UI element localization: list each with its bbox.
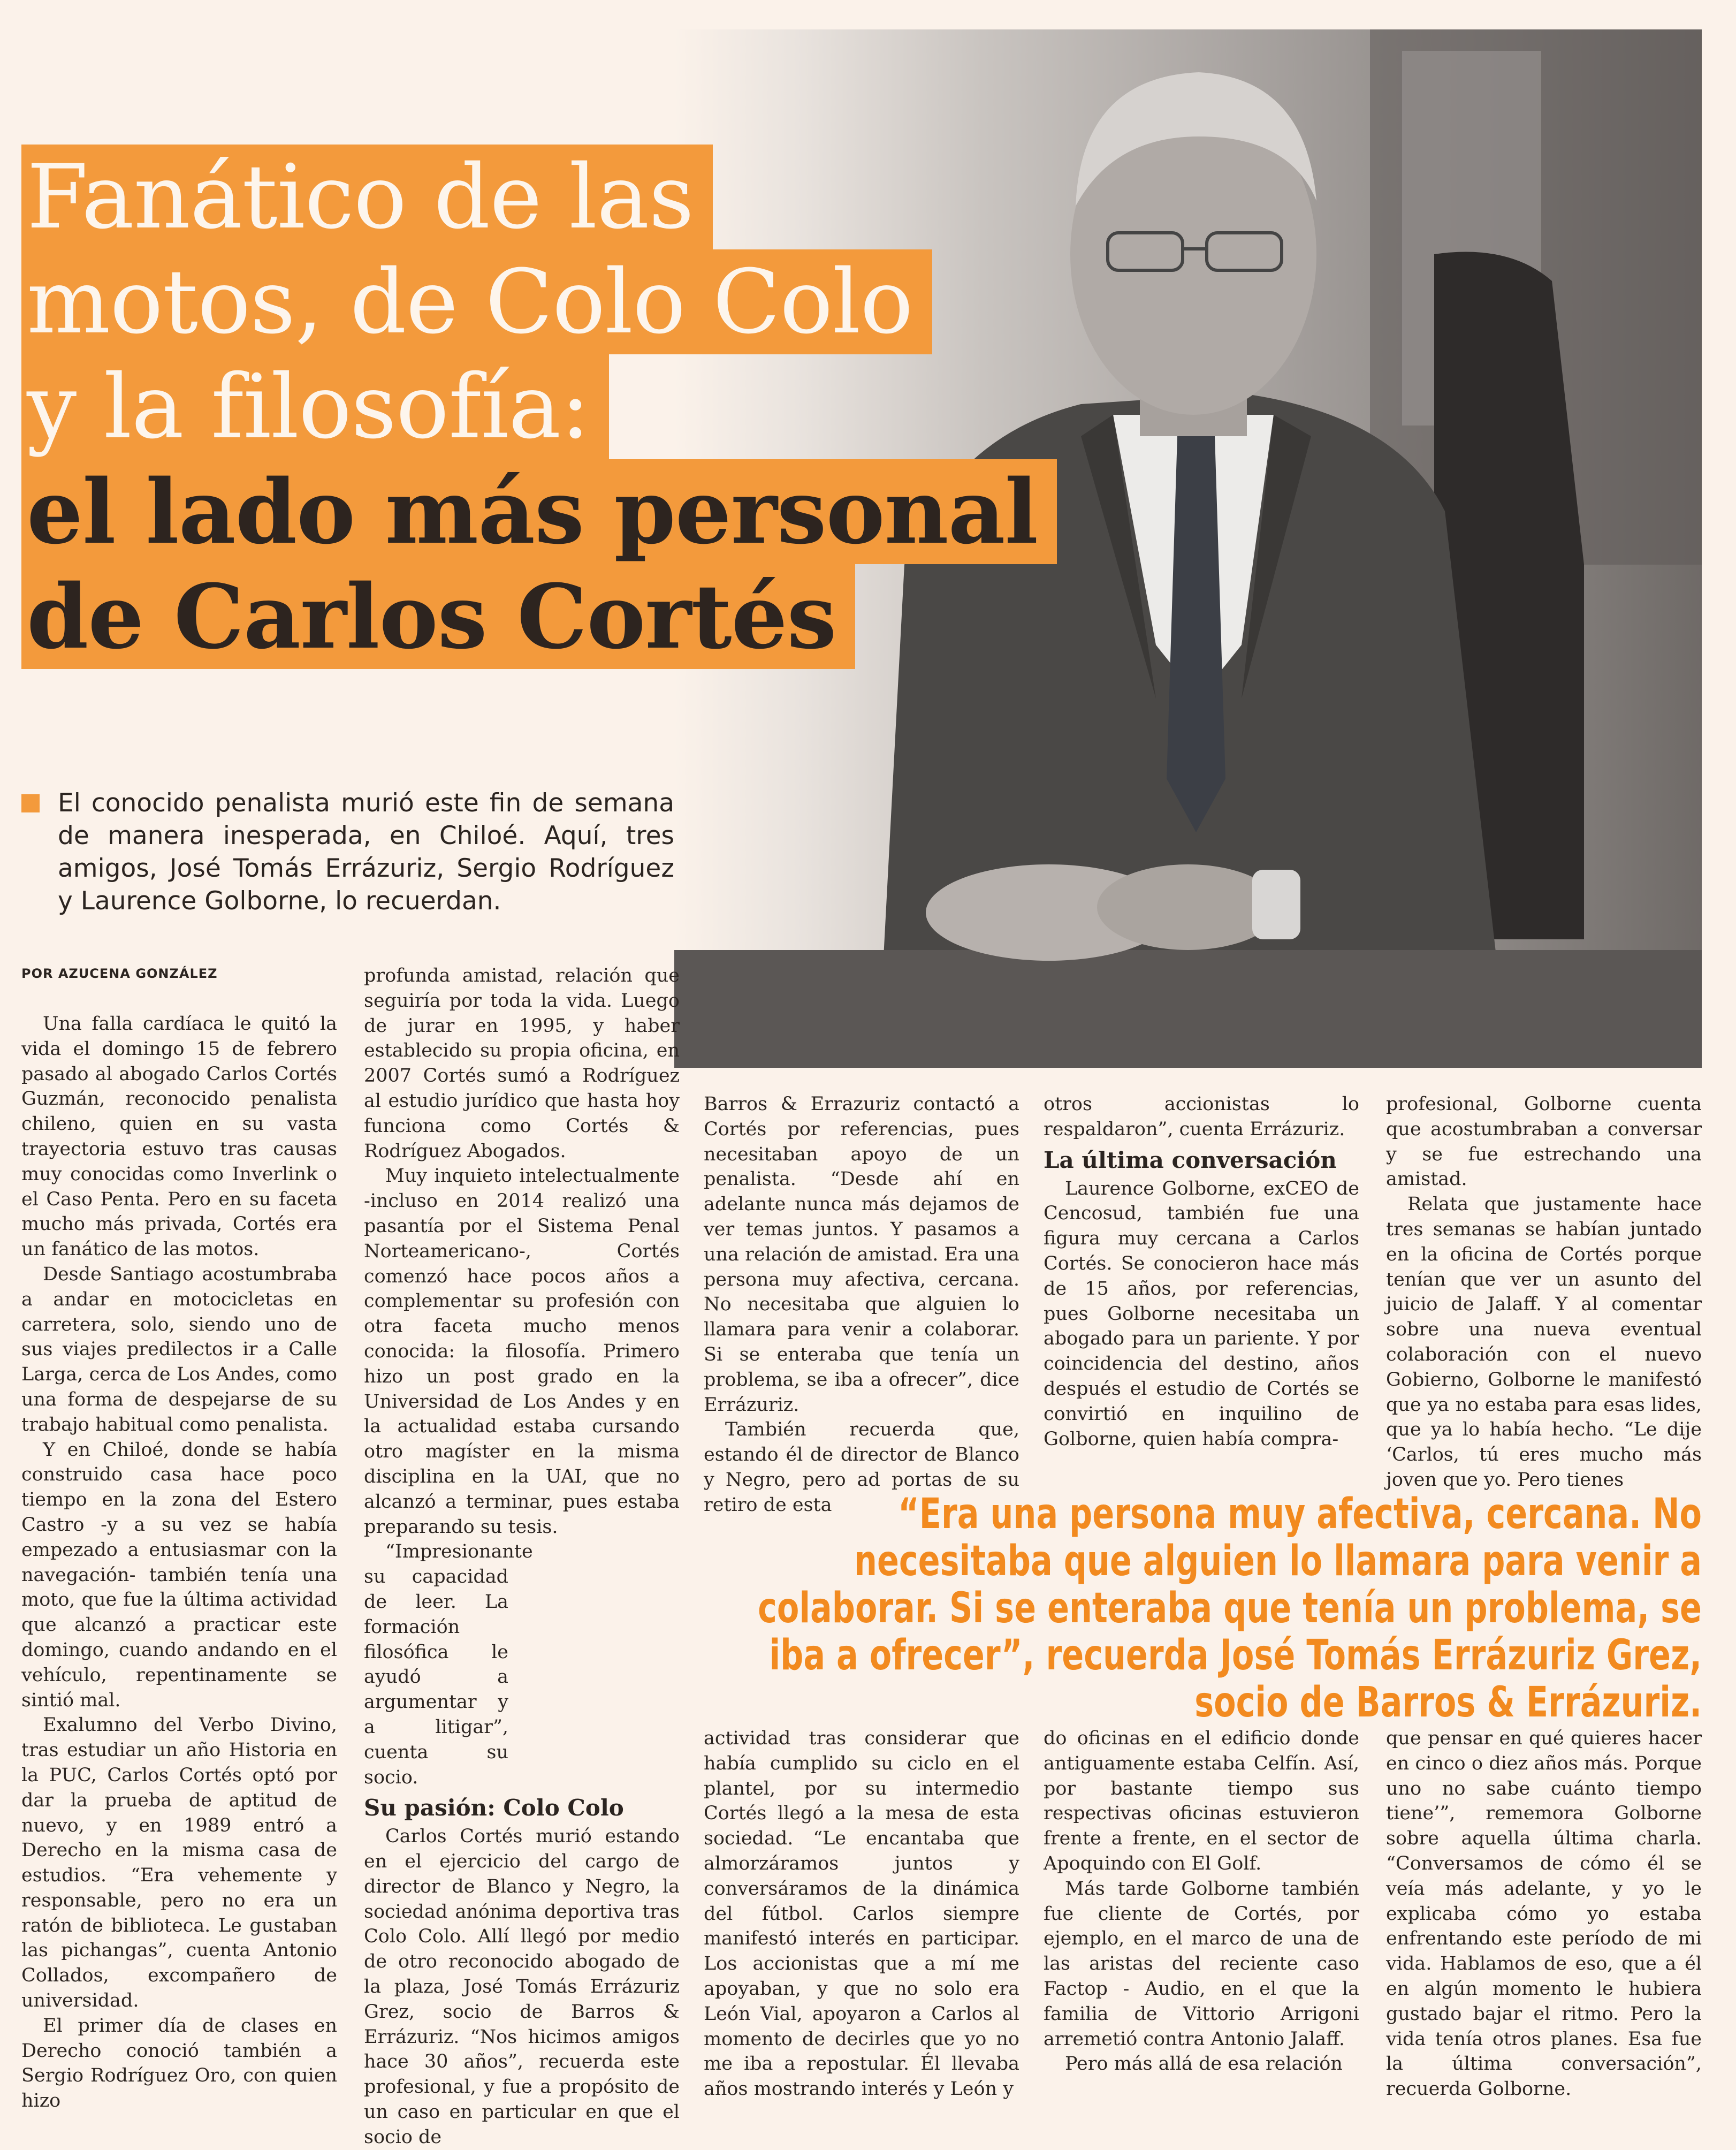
paragraph: Carlos Cortés murió estando en el ejercicio del cargo de director de Blanco y Negro, la sociedad anónima deportiva tras Colo Colo. Allí llegó por medio de otro reconocido abogado de la plaza, José Tomás Errázuriz Grez, socio de Barros & Errázuriz. “Nos hicimos amigos hace 30 años”, recuerda este profesional, y fue a propósito de un caso en particular en que el socio de <box>364 1826 680 2148</box>
paragraph: do oficinas en el edificio donde antiguamente estaba Celfín. Así, por bastante tiempo sus respectivas oficinas estuvieron frente a frente, en el sector de Apoquindo con El Golf. <box>1044 1728 1359 1874</box>
paragraph: Y en Chiloé, donde se había construido casa hace poco tiempo en la zona del Estero Castro -y a su vez se había empezado a entusiasmar con la navegación- también tenía una moto, que fue la última actividad que alcanzó a practicar este domingo, cuando andando en el vehículo, repentinamente se sintió mal. <box>21 1439 337 1711</box>
pull-quote: “Era una persona muy afectiva, cercana. No necesitaba que alguien lo llamara para venir a colaborar. Si se enteraba que tenía un problema, se iba a ofrecer”, recuerda José Tomás Errázuriz Grez, socio de Barros & Errázuriz. <box>758 1490 1702 1727</box>
paragraph: Relata que justamente hace tres semanas se habían juntado en la oficina de Cortés porque tenían que ver un asunto del juicio de Jalaff. Y al comentar sobre una nueva eventual colaboración con el nuevo Gobierno, Golborne le manifestó que ya no estaba para esas lides, que ya lo había hecho. “Le dije ‘Carlos, tú eres mucho más joven que yo. Pero tienes <box>1386 1194 1702 1491</box>
subheading-ultima-conversacion: La última conversación <box>1044 1146 1337 1173</box>
lede <box>21 787 674 917</box>
paragraph: profunda amistad, relación que seguiría por toda la vida. Luego de jurar en 1995, y haber establecido su propia oficina, en 2007 Cortés sumó a Rodríguez al estudio jurídico que hasta hoy funciona como Cortés & Rodríguez Abogados. <box>364 965 680 1162</box>
paragraph: “Impresionante su capacidad de leer. La formación filosófica le ayudó a argumentar y a litigar”, cuenta su socio. <box>364 1541 533 1788</box>
paragraph: Más tarde Golborne también fue cliente de Cortés, por ejemplo, en el marco de una de las aristas del reciente caso Factop - Audio, en el que la familia de Vittorio Arrigoni arremetió contra Antonio Jalaff. <box>1044 1878 1359 2050</box>
paragraph: actividad tras considerar que había cumplido su ciclo en el plantel, por su intermedio Cortés llegó a la mesa de esta sociedad. “Le encantaba que almorzáramos juntos y conversáramos de la dinámica del fútbol. Carlos siempre manifestó interés en participar. Los accionistas que a mí me apoyaban, y que no solo era León Vial, apoyaron a Carlos al momento de decirles que yo no me iba a repostular. Él llevaba años mostrando interés y León y <box>704 1728 1019 2100</box>
headline-line-5: de Carlos Cortés <box>21 564 855 669</box>
column-3-bottom <box>704 1726 1019 2100</box>
column-3-top <box>704 1092 1019 1516</box>
column-1 <box>21 1012 337 2112</box>
column-2 <box>364 963 680 2148</box>
headline <box>21 145 1038 669</box>
paragraph: Desde Santiago acostumbraba a andar en motocicletas en carretera, solo, siendo uno de sus viajes predilectos ir a Calle Larga, cerca de Los Andes, como una forma de despejarse de su trabajo habitual como penalista. <box>21 1263 337 1435</box>
headline-line-3: y la filosofía: <box>21 354 609 459</box>
column-5-bottom <box>1386 1726 1702 2100</box>
paragraph: También recuerda que, estando él de director de Blanco y Negro, pero ad portas de su retiro de esta <box>704 1419 1019 1516</box>
paragraph: Muy inquieto intelectualmente -incluso en 2014 realizó una pasantía por el Sistema Penal Norteamericano-, Cortés comenzó hace pocos años a complementar su profesión con otra faceta mucho menos conocida: la filosofía. Primero hizo un post grado en la Universidad de Los Andes y en la actualidad estaba cursando otro magíster en la misma disciplina en la UAI, que no alcanzó a terminar, pues estaba preparando su tesis. <box>364 1165 680 1538</box>
lede-text: El conocido penalista murió este fin de semana de manera inesperada, en Chiloé. Aquí, tres amigos, José Tomás Errázuriz, Sergio Rodríguez y Laurence Golborne, lo recuerdan. <box>58 788 674 916</box>
subheading-su-pasion: Su pasión: Colo Colo <box>364 1795 624 1821</box>
paragraph: Exalumno del Verbo Divino, tras estudiar un año Historia en la PUC, Carlos Cortés optó por dar la prueba de aptitud de nuevo, y en 1989 entró a Derecho en la misma casa de estudios. “Era vehemente y responsable, pero no era un ratón de biblioteca. Le gustaban las pichangas”, cuenta Antonio Collados, excompañero de universidad. <box>21 1714 337 2012</box>
paragraph: Pero más allá de esa relación <box>1065 2053 1343 2075</box>
paragraph: Laurence Golborne, exCEO de Cencosud, también fue una figura muy cercana a Carlos Cortés. Se conocieron hace más de 15 años, por referencias, pues Golborne necesitaba un abogado para un pariente. Y por coincidencia del destino, años después el estudio de Cortés se convirtió en inquilino de Golborne, quien había compra- <box>1044 1177 1359 1450</box>
paragraph: Barros & Errazuriz contactó a Cortés por referencias, pues necesitaban apoyo de un penalista. “Desde ahí en adelante nunca más dejamos de ver temas juntos. Y pasamos a una relación de amistad. Era una persona muy afectiva, cercana. No necesitaba que alguien lo llamara para venir a colaborar. Si se enteraba que tenía un problema, se iba a ofrecer”, dice Errázuriz. <box>704 1093 1019 1416</box>
paragraph: profesional, Golborne cuenta que acostumbraban a conversar y se fue estrechando una amistad. <box>1386 1093 1702 1190</box>
headline-line-1: Fanático de las <box>21 145 713 249</box>
paragraph: Una falla cardíaca le quitó la vida el domingo 15 de febrero pasado al abogado Carlos Cortés Guzmán, reconocido penalista chileno, quien en su vasta trayectoria estuvo tras causas muy conocidas como Inverlink o el Caso Penta. Pero en su faceta mucho más privada, Cortés era un fanático de las motos. <box>21 1013 337 1260</box>
column-4-bottom <box>1044 1726 1359 2077</box>
lede-bullet-icon <box>21 794 40 812</box>
column-4-top <box>1044 1092 1359 1467</box>
byline: POR AZUCENA GONZÁLEZ <box>21 966 218 981</box>
column-5-top <box>1386 1092 1702 1491</box>
paragraph: otros accionistas lo respaldaron”, cuenta Errázuriz. <box>1044 1093 1359 1140</box>
headline-line-4: el lado más personal <box>21 459 1057 564</box>
paragraph: que pensar en qué quieres hacer en cinco o diez años más. Porque uno no sabe cuánto tiempo tiene’”, rememora Golborne sobre aquella última charla. “Conversamos de cómo él se veía más adelante, y yo le explicaba cómo yo estaba enfrentando este período de mi vida. Hablamos de eso, que a él en algún momento le hubiera gustado bajar el ritmo. Pero la vida tenía otros planes. Esa fue la última conversación”, recuerda Golborne. <box>1386 1728 1702 2100</box>
headline-line-2: motos, de Colo Colo <box>21 249 932 354</box>
paragraph: El primer día de clases en Derecho conoció también a Sergio Rodríguez Oro, con quien hizo <box>21 2015 337 2112</box>
